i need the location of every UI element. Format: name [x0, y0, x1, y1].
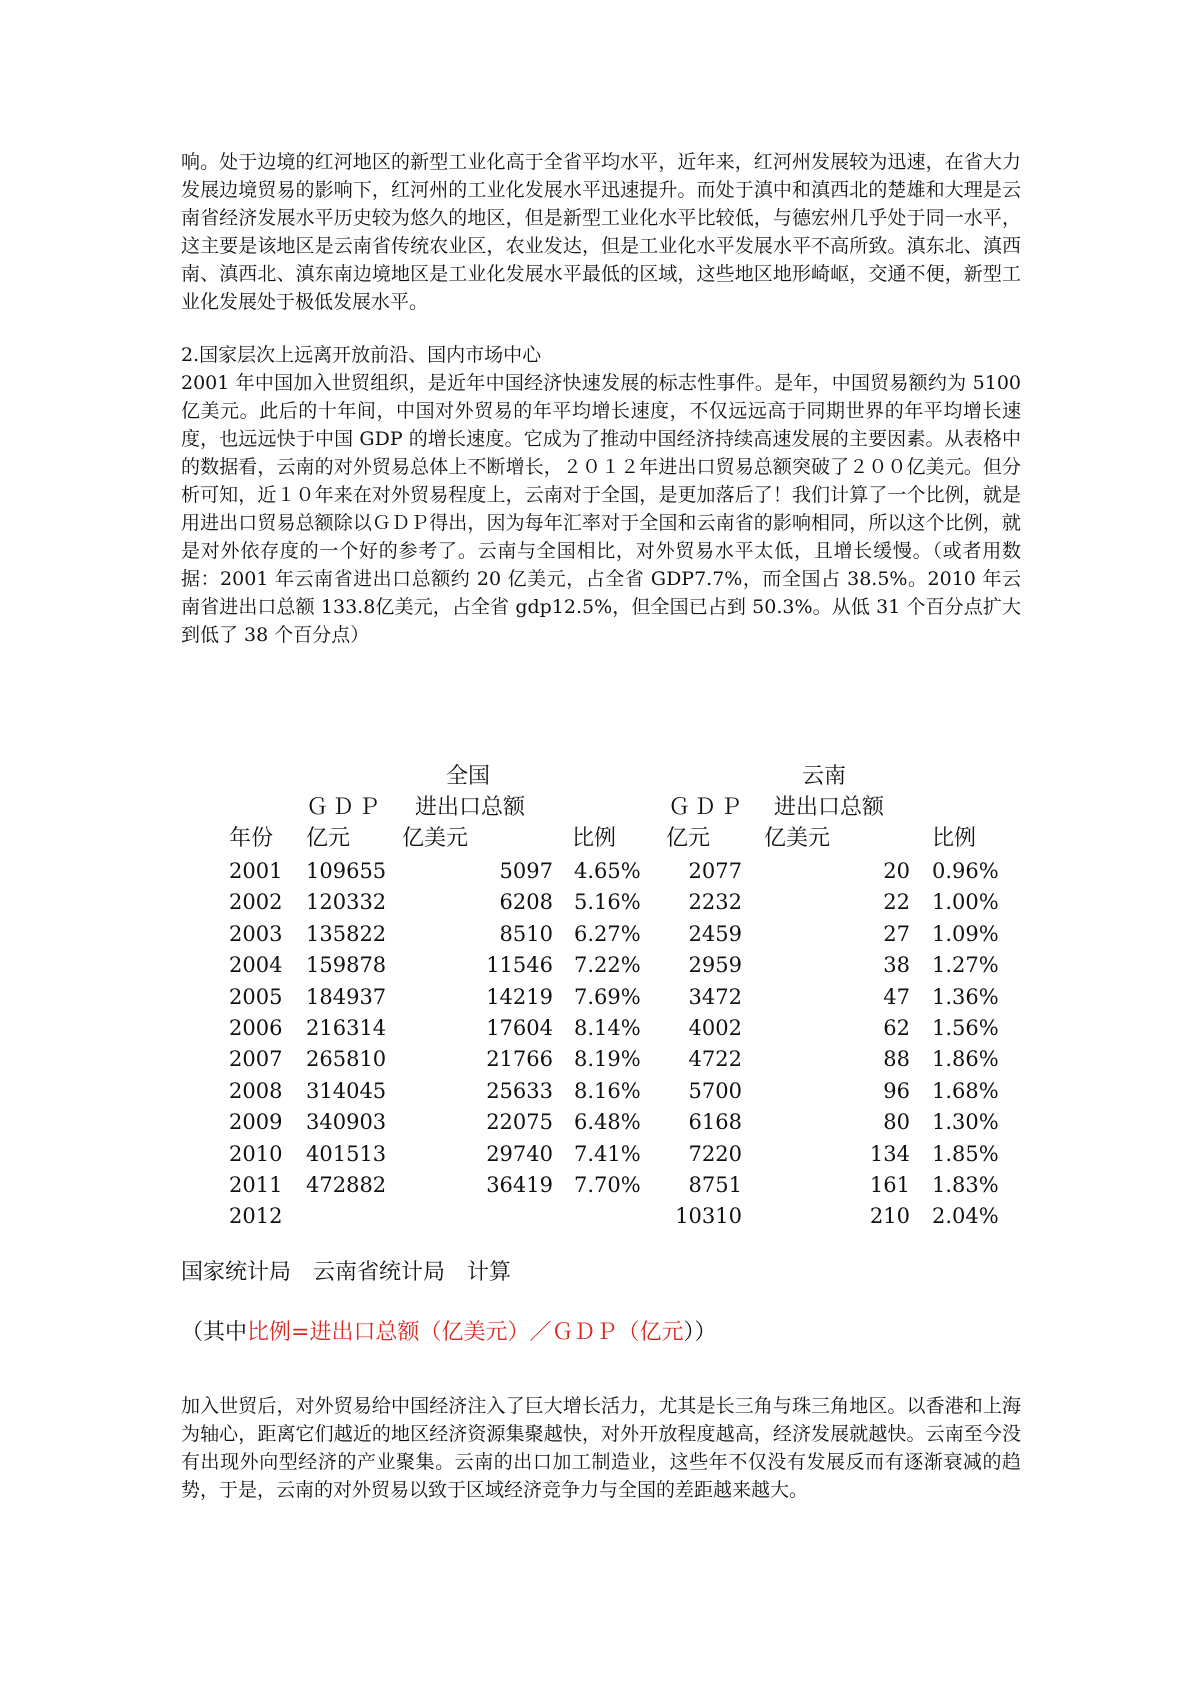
table-cell-y-gdp: 4722 [688, 1047, 742, 1072]
header-national-trade: 进出口总额 [415, 795, 526, 820]
table-cell-y-gdp: 2459 [688, 921, 742, 946]
table-cell-n-trade: 29740 [486, 1141, 553, 1166]
table-cell-y-gdp: 6168 [688, 1110, 742, 1135]
table-cell-y-trade: 62 [883, 1016, 910, 1040]
header-national-unit-usd: 亿美元 [402, 826, 469, 851]
section-heading: 2.国家层次上远离开放前沿、国内市场中心 [181, 344, 542, 366]
table-cell-y-ratio: 1.30% [932, 1110, 999, 1135]
table-cell-n-ratio: 8.19% [574, 1047, 641, 1072]
table-cell-n-trade: 22075 [486, 1110, 553, 1135]
table-cell-n-gdp: 120332 [306, 890, 387, 915]
table-cell-n-ratio: 8.16% [574, 1078, 641, 1103]
table-cell-y-trade: 161 [869, 1173, 910, 1197]
table-cell-n-trade: 11546 [486, 953, 553, 978]
table-cell-n-ratio: 7.70% [574, 1173, 641, 1197]
table-cell-y-ratio: 0.96% [932, 859, 999, 883]
table-cell-y-ratio: 1.85% [932, 1141, 999, 1166]
body-paragraph: 2001 年中国加入世贸组织，是近年中国经济快速发展的标志性事件。是年，中国贸易额约为 5100 亿美元。此后的十年间，中国对外贸易的年平均增长速度，不仅远远高于同期世界的年平均增长速度，也远远快于中国 GDP 的增长速度。它成为了推动中国经济持续高速发展的主要因素。从表格中的数据看，云南的对外贸易总体上不断增长，２０１２年进出口贸易总额突破了２００亿美元。但分析可知，近１０年来在对外贸易程度上，云南对于全国，是更加落后了！我们计算了一个比例，就是用进出口贸易总额除以ＧＤＰ得出，因为每年汇率对于全国和云南省的影响相同，所以这个比例，就是对外依存度的一个好的参考了。云南与全国相比，对外贸易水平太低，且增长缓慢。（或者用数据：2001 年云南省进出口总额约 20 亿美元，占全省 GDP7.7%，而全国占 38.5%。2010 年云南省进出口总额 133.8亿美元，占全省 gdp12.5%，但全国已占到 50.3%。从低 31 个百分点扩大到低了 38 个百分点） [181, 372, 1021, 646]
table-cell-y-gdp: 3472 [688, 984, 742, 1009]
table-cell-n-gdp: 265810 [306, 1047, 387, 1072]
table-cell-n-ratio: 8.14% [574, 1016, 641, 1040]
header-yunnan: 云南 [802, 764, 847, 789]
table-cell-n-gdp: 216314 [306, 1016, 387, 1040]
table-cell-n-ratio: 7.69% [574, 984, 641, 1009]
table-cell-n-trade: 21766 [486, 1047, 553, 1072]
table-cell-n-ratio: 6.48% [574, 1110, 641, 1135]
table-cell-y-ratio: 1.09% [932, 921, 999, 946]
table-cell-year: 2003 [229, 921, 283, 946]
table-cell-year: 2001 [229, 859, 283, 883]
table-cell-y-trade: 210 [869, 1204, 910, 1229]
table-cell-y-ratio: 1.86% [932, 1047, 999, 1072]
table-cell-y-gdp: 2959 [688, 953, 742, 978]
table-cell-y-trade: 80 [883, 1110, 910, 1135]
table-cell-n-ratio: 7.41% [574, 1141, 641, 1166]
table-cell-y-trade: 27 [883, 921, 910, 946]
header-year: 年份 [229, 826, 274, 851]
table-cell-y-gdp: 2077 [688, 859, 742, 883]
table-cell-y-ratio: 1.00% [932, 890, 999, 915]
table-cell-year: 2006 [229, 1016, 283, 1040]
table-cell-year: 2010 [229, 1141, 283, 1166]
table-cell-n-trade: 14219 [486, 984, 553, 1009]
data-source-note: 国家统计局 云南省统计局 计算 [181, 1260, 512, 1285]
table-cell-year: 2012 [229, 1204, 283, 1229]
table-cell-year: 2009 [229, 1110, 283, 1135]
table-cell-n-ratio: 4.65% [574, 859, 641, 883]
table-cell-n-trade: 25633 [486, 1078, 553, 1103]
table-cell-y-trade: 38 [883, 953, 910, 978]
table-cell-y-ratio: 1.68% [932, 1078, 999, 1103]
table-cell-y-gdp: 10310 [675, 1204, 742, 1229]
table-cell-n-gdp: 340903 [306, 1110, 387, 1135]
table-cell-y-ratio: 1.56% [932, 1016, 999, 1040]
table-cell-y-gdp: 5700 [688, 1078, 742, 1103]
table-cell-y-trade: 20 [883, 859, 910, 883]
table-cell-y-gdp: 8751 [688, 1173, 742, 1197]
table-cell-n-trade: 6208 [499, 890, 553, 915]
table-cell-y-trade: 22 [883, 890, 910, 915]
header-yunnan-unit-yuan: 亿元 [666, 826, 711, 851]
table-cell-n-gdp: 159878 [306, 953, 387, 978]
table-cell-n-gdp: 314045 [306, 1078, 387, 1103]
table-cell-year: 2004 [229, 953, 283, 978]
formula-definition: 比例=进出口总额（亿美元）／ＧＤＰ（亿元 [247, 1320, 684, 1345]
header-national-gdp: ＧＤＰ [306, 795, 385, 820]
closing-paragraph: 加入世贸后，对外贸易给中国经济注入了巨大增长活力，尤其是长三角与珠三角地区。以香港和上海为轴心，距离它们越近的地区经济资源集聚越快，对外开放程度越高，经济发展就越快。云南至今没有出现外向型经济的产业聚集。云南的出口加工制造业，这些年不仅没有发展反而有逐渐衰减的趋势，于是，云南的对外贸易以致于区域经济竞争力与全国的差距越来越大。 [181, 1395, 1021, 1501]
header-yunnan-unit-usd: 亿美元 [764, 826, 831, 851]
table-cell-y-trade: 47 [883, 984, 910, 1009]
table-cell-y-gdp: 2232 [688, 890, 742, 915]
table-cell-y-ratio: 1.27% [932, 953, 999, 978]
header-yunnan-ratio: 比例 [932, 826, 977, 851]
table-cell-year: 2007 [229, 1047, 283, 1072]
header-national: 全国 [446, 764, 491, 789]
table-cell-n-trade: 8510 [499, 921, 553, 946]
header-national-ratio: 比例 [572, 826, 617, 851]
header-yunnan-trade: 进出口总额 [774, 795, 885, 820]
table-cell-n-ratio: 6.27% [574, 921, 641, 946]
table-cell-y-gdp: 7220 [688, 1141, 742, 1166]
table-cell-n-gdp: 184937 [306, 984, 387, 1009]
table-cell-n-trade: 36419 [486, 1173, 553, 1197]
table-cell-y-ratio: 1.36% [932, 984, 999, 1009]
table-cell-n-gdp: 135822 [306, 921, 387, 946]
table-cell-year: 2002 [229, 890, 283, 915]
table-cell-y-trade: 96 [883, 1078, 910, 1103]
table-cell-n-gdp: 472882 [306, 1173, 387, 1197]
formula-close: ）） [683, 1320, 717, 1345]
table-cell-n-ratio: 5.16% [574, 890, 641, 915]
table-cell-y-trade: 134 [869, 1141, 910, 1166]
table-cell-year: 2008 [229, 1078, 283, 1103]
table-cell-y-ratio: 2.04% [932, 1204, 999, 1229]
table-cell-n-gdp: 401513 [306, 1141, 387, 1166]
formula-open: （其中 [181, 1320, 248, 1345]
table-cell-y-trade: 88 [883, 1047, 910, 1072]
table-cell-n-ratio: 7.22% [574, 953, 641, 978]
table-cell-n-trade: 17604 [486, 1016, 553, 1040]
table-cell-y-ratio: 1.83% [932, 1173, 999, 1197]
header-national-unit-yuan: 亿元 [306, 826, 351, 851]
table-cell-n-gdp: 109655 [306, 859, 387, 883]
table-cell-year: 2011 [229, 1173, 283, 1197]
table-cell-y-gdp: 4002 [688, 1016, 742, 1040]
table-cell-year: 2005 [229, 984, 283, 1009]
intro-paragraph: 响。处于边境的红河地区的新型工业化高于全省平均水平，近年来，红河州发展较为迅速，在省大力发展边境贸易的影响下，红河州的工业化发展水平迅速提升。而处于滇中和滇西北的楚雄和大理是云南省经济发展水平历史较为悠久的地区，但是新型工业化水平比较低，与德宏州几乎处于同一水平，这主要是该地区是云南省传统农业区，农业发达，但是工业化水平发展水平不高所致。滇东北、滇西南、滇西北、滇东南边境地区是工业化发展水平最低的区域，这些地区地形崎岖，交通不便，新型工业化发展处于极低发展水平。 [181, 151, 1021, 313]
header-yunnan-gdp: ＧＤＰ [668, 795, 747, 820]
formula-note [181, 1318, 716, 1348]
table-cell-n-trade: 5097 [499, 859, 553, 883]
